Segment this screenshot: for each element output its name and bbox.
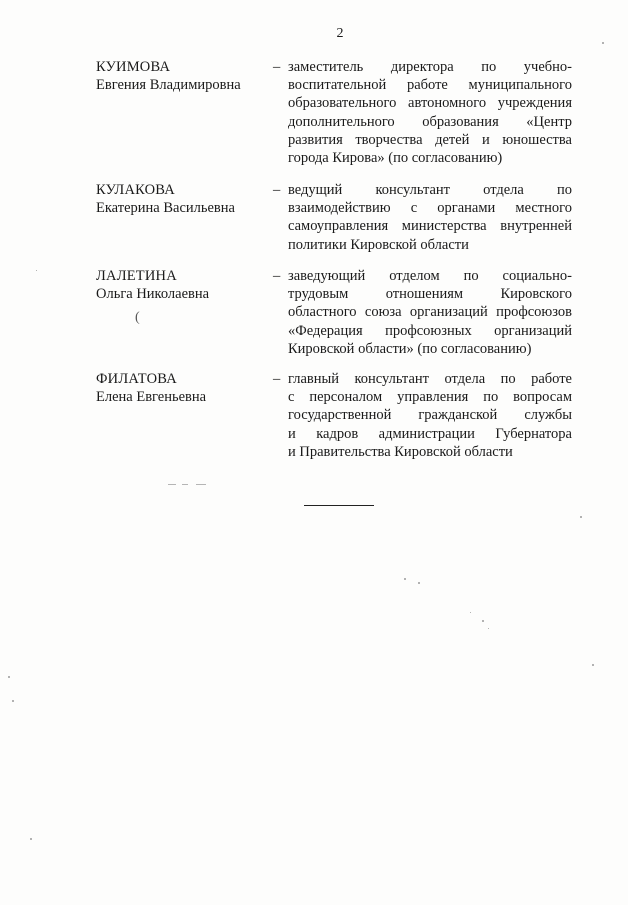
position-line: и кадров администрации Губернатора bbox=[288, 425, 572, 442]
entry-dash: – bbox=[273, 182, 281, 198]
position-line: дополнительного образования «Центр bbox=[288, 113, 572, 130]
position-line: развития творчества детей и юношества bbox=[288, 131, 572, 148]
scan-artifact bbox=[30, 838, 32, 840]
position-line: областного союза организаций профсоюзов bbox=[288, 304, 572, 321]
scan-artifact bbox=[418, 582, 420, 584]
position-line: самоуправления министерства внутренней bbox=[288, 218, 572, 235]
scan-artifact bbox=[470, 612, 471, 613]
member-position bbox=[288, 267, 572, 358]
position-line: с персоналом управления по вопросам bbox=[288, 389, 572, 406]
position-line: ведущий консультант отдела по bbox=[288, 182, 572, 198]
position-line: главный консультант отдела по работе bbox=[288, 371, 572, 387]
position-line: государственной гражданской службы bbox=[288, 407, 572, 424]
scan-artifact bbox=[404, 578, 406, 580]
member-name-block bbox=[96, 58, 276, 94]
position-line: «Федерация профсоюзных организаций bbox=[288, 322, 572, 339]
member-given-name: Евгения Владимировна bbox=[96, 77, 241, 93]
member-surname: КУЛАКОВА bbox=[96, 182, 175, 198]
position-line: трудовым отношениям Кировского bbox=[288, 286, 572, 303]
scan-artifact bbox=[196, 484, 206, 485]
scan-artifact bbox=[8, 676, 10, 678]
entry-dash: – bbox=[273, 268, 281, 284]
position-line: воспитательной работе муниципального bbox=[288, 77, 572, 94]
scan-artifact bbox=[168, 484, 176, 485]
position-line: образовательного автономного учреждения bbox=[288, 95, 572, 112]
position-line: города Кирова» (по согласованию) bbox=[288, 150, 503, 167]
stray-pen-mark: ( bbox=[135, 310, 140, 325]
member-surname: ФИЛАТОВА bbox=[96, 371, 177, 387]
position-line: заведующий отделом по социально- bbox=[288, 268, 572, 284]
member-given-name: Ольга Николаевна bbox=[96, 286, 210, 302]
position-line: политики Кировской области bbox=[288, 236, 469, 253]
page-number: 2 bbox=[336, 26, 344, 41]
member-name-block bbox=[96, 181, 276, 217]
scan-artifact bbox=[488, 628, 489, 629]
member-surname: ЛАЛЕТИНА bbox=[96, 268, 177, 284]
end-of-list-rule bbox=[304, 505, 374, 506]
member-name-block bbox=[96, 267, 276, 303]
member-surname: КУИМОВА bbox=[96, 59, 171, 75]
position-line: и Правительства Кировской области bbox=[288, 443, 513, 460]
position-line: заместитель директора по учебно- bbox=[288, 59, 572, 75]
scan-artifact bbox=[36, 270, 37, 271]
member-given-name: Екатерина Васильевна bbox=[96, 200, 235, 216]
entry-dash: – bbox=[273, 371, 281, 387]
member-name-block bbox=[96, 370, 276, 406]
position-line: Кировской области» (по согласованию) bbox=[288, 340, 532, 357]
member-position bbox=[288, 58, 572, 167]
scan-artifact bbox=[580, 516, 582, 518]
position-line: взаимодействию с органами местного bbox=[288, 200, 572, 217]
entry-dash: – bbox=[273, 59, 281, 75]
scan-artifact bbox=[602, 42, 604, 44]
member-given-name: Елена Евгеньевна bbox=[96, 389, 207, 405]
scan-artifact bbox=[182, 484, 188, 485]
member-position bbox=[288, 181, 572, 254]
scan-artifact bbox=[592, 664, 594, 666]
member-position bbox=[288, 370, 572, 461]
scan-artifact bbox=[482, 620, 484, 622]
scan-artifact bbox=[12, 700, 14, 702]
